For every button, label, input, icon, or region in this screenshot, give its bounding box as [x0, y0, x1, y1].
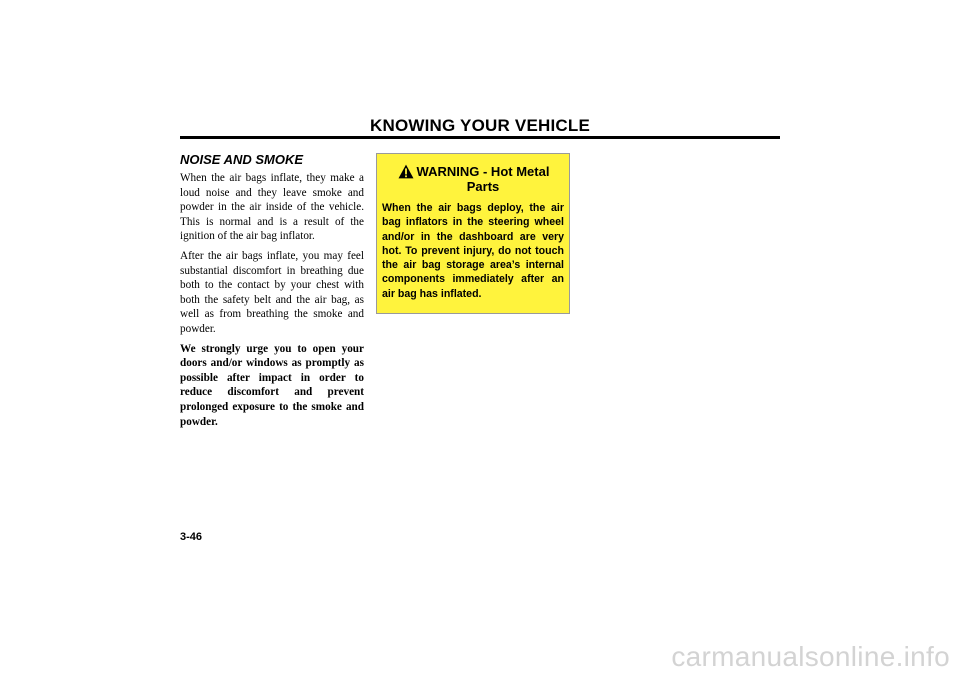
header-rule — [180, 136, 780, 139]
warning-title: WARNING - Hot Metal Parts — [416, 164, 550, 194]
paragraph-breathing-discomfort: After the air bags inflate, you may feel substantial discomfort in breathing due both to the contact by your chest with both the safety belt and the air bag, as well as from breathing the smoke and powder. — [180, 249, 364, 335]
warning-box — [376, 153, 570, 314]
warning-body: When the air bags deploy, the air bag inflators in the steering wheel and/or in the dashboard are very hot. To prevent injury, do not touch the air bag storage area’s internal components immediately after an air bag has inflated. — [382, 202, 564, 300]
warning-header — [382, 164, 564, 194]
paragraph-inflation-noise: When the air bags inflate, they make a loud noise and they leave smoke and powder in the air inside of the vehicle. This is normal and is a result of the ignition of the air bag inflator. — [180, 172, 364, 243]
noise-and-smoke-section — [180, 152, 364, 434]
warning-triangle-icon — [398, 164, 414, 179]
watermark: carmanualsonline.info — [671, 641, 950, 672]
section-title: NOISE AND SMOKE — [180, 152, 304, 167]
page-header-title: KNOWING YOUR VEHICLE — [370, 116, 590, 135]
paragraph-open-windows-advice: We strongly urge you to open your doors and/or windows as promptly as possible after impact in order to reduce discomfort and prevent prolonged exposure to the smoke and powder. — [180, 342, 364, 428]
page-number: 3-46 — [180, 531, 203, 543]
